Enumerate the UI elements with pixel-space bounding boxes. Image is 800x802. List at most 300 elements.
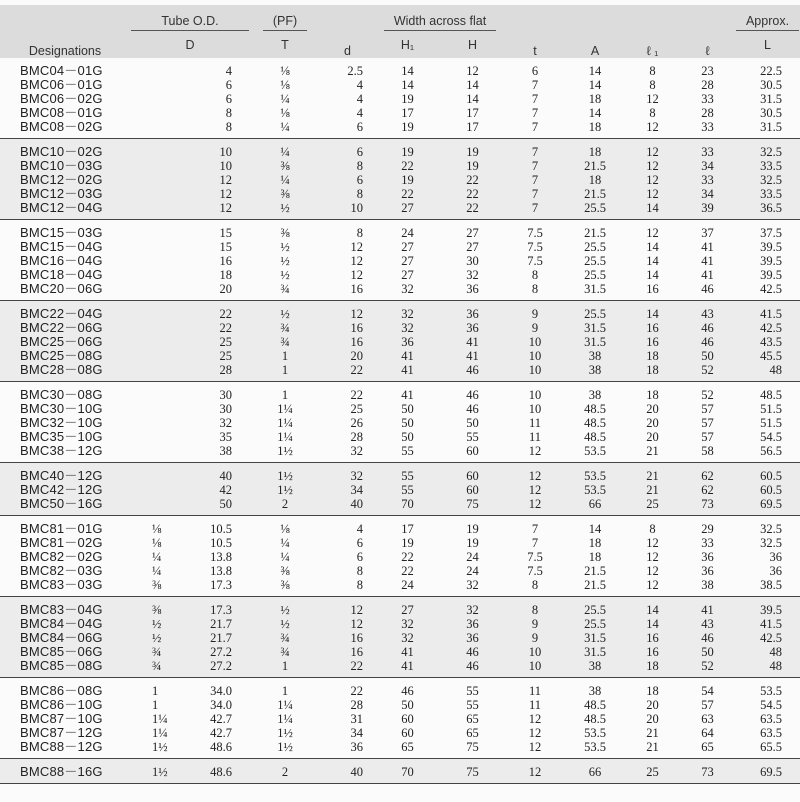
header-l1: ℓ ₁ bbox=[646, 44, 659, 58]
cell-l: 52 bbox=[701, 388, 714, 402]
cell-h: 19 bbox=[466, 145, 479, 159]
table-row bbox=[0, 402, 800, 416]
cell-l1: 16 bbox=[625, 282, 680, 301]
cell-l1: 8 bbox=[649, 522, 656, 536]
cell-approx-l: 39.5 bbox=[760, 240, 783, 254]
table-row bbox=[0, 349, 800, 363]
cell-h1: 41 bbox=[401, 645, 414, 659]
table-row bbox=[0, 698, 800, 712]
cell-d: 6 bbox=[356, 145, 363, 159]
cell-h1: 22 bbox=[401, 564, 414, 578]
cell-d: 8 bbox=[320, 578, 375, 597]
cell-h: 32 bbox=[440, 578, 505, 597]
cell-h: 65 bbox=[466, 726, 479, 740]
header-pf: (PF) bbox=[250, 5, 320, 31]
cell-a: 25.5 bbox=[584, 240, 606, 254]
cell-h: 55 bbox=[466, 698, 479, 712]
cell-a: 31.5 bbox=[565, 282, 625, 301]
cell-l: 73 bbox=[680, 497, 735, 516]
cell-pf: ¼ bbox=[280, 536, 290, 550]
cell-h1: 41 bbox=[401, 388, 414, 402]
tube-od-mm: 42.7 bbox=[210, 712, 232, 726]
table-row bbox=[0, 335, 800, 349]
tube-inch-size: 1¼ bbox=[152, 712, 168, 726]
cell-t: 7.5 bbox=[527, 240, 543, 254]
tube-od-mm: 28 bbox=[219, 363, 232, 377]
cell-pf: ⅛ bbox=[280, 522, 290, 536]
cell-pf: 1 bbox=[281, 388, 289, 402]
cell-h1: 27 bbox=[401, 254, 414, 268]
cell-pf: 1¼ bbox=[277, 402, 293, 416]
cell-designation: BMC12－03G bbox=[20, 186, 103, 201]
row-group bbox=[0, 301, 800, 382]
cell-designation: BMC84－06G bbox=[20, 630, 103, 645]
cell-h: 65 bbox=[466, 712, 479, 726]
cell-t: 10 bbox=[528, 349, 542, 363]
cell-l: 58 bbox=[680, 444, 735, 463]
table-row bbox=[0, 483, 800, 497]
header-sub-H: H bbox=[467, 37, 478, 52]
cell-pf: ⅜ bbox=[250, 578, 320, 597]
cell-pf: ⅜ bbox=[280, 187, 290, 201]
cell-a: 38 bbox=[565, 659, 625, 678]
cell-pf: ½ bbox=[280, 617, 290, 631]
cell-tube-od bbox=[130, 173, 250, 187]
cell-approx-l: 37.5 bbox=[760, 226, 783, 240]
cell-d: 4 bbox=[356, 78, 363, 92]
cell-a: 21.5 bbox=[584, 226, 606, 240]
cell-h: 46 bbox=[440, 363, 505, 382]
cell-l: 29 bbox=[701, 522, 714, 536]
cell-t: 7 bbox=[531, 78, 539, 92]
cell-a: 38 bbox=[588, 684, 602, 698]
cell-d: 16 bbox=[350, 335, 363, 349]
tube-inch-size: 1 bbox=[152, 684, 159, 698]
cell-pf: ½ bbox=[280, 268, 290, 282]
cell-tube-od bbox=[130, 106, 250, 120]
cell-d: 4 bbox=[356, 522, 363, 536]
tube-inch-size: ½ bbox=[152, 617, 162, 631]
cell-pf: ½ bbox=[280, 307, 290, 321]
row-group bbox=[0, 759, 800, 784]
cell-l: 46 bbox=[701, 631, 714, 645]
cell-approx-l: 69.5 bbox=[735, 497, 800, 516]
cell-h1: 41 bbox=[375, 659, 440, 678]
cell-pf: ¼ bbox=[280, 92, 290, 106]
cell-designation: BMC30－08G bbox=[20, 387, 103, 402]
cell-l1: 21 bbox=[646, 483, 659, 497]
cell-a: 25.5 bbox=[565, 201, 625, 220]
cell-a: 48.5 bbox=[584, 402, 606, 416]
tube-od-mm: 21.7 bbox=[210, 631, 232, 645]
cell-l: 57 bbox=[701, 416, 714, 430]
header-approx: Approx. bbox=[735, 5, 800, 31]
cell-h1: 70 bbox=[375, 759, 440, 784]
cell-approx-l: 48 bbox=[769, 645, 783, 659]
cell-h: 27 bbox=[466, 240, 479, 254]
table-row bbox=[0, 645, 800, 659]
tube-od-mm: 10.5 bbox=[210, 536, 232, 550]
cell-d: 12 bbox=[350, 254, 363, 268]
cell-h: 22 bbox=[466, 187, 479, 201]
cell-h: 75 bbox=[440, 740, 505, 759]
cell-tube-od bbox=[130, 678, 250, 699]
cell-d: 31 bbox=[350, 712, 363, 726]
table-row bbox=[0, 78, 800, 92]
cell-h1: 19 bbox=[401, 145, 414, 159]
cell-l: 57 bbox=[701, 402, 714, 416]
cell-t: 7.5 bbox=[527, 564, 543, 578]
cell-l1: 21 bbox=[625, 444, 680, 463]
table-row bbox=[0, 120, 800, 139]
cell-d: 40 bbox=[320, 759, 375, 784]
cell-d: 12 bbox=[350, 307, 363, 321]
cell-h1: 50 bbox=[401, 402, 414, 416]
cell-l1: 12 bbox=[625, 120, 680, 139]
cell-l: 23 bbox=[701, 64, 714, 78]
cell-pf: 1¼ bbox=[277, 712, 293, 726]
cell-pf: ¾ bbox=[250, 282, 320, 301]
cell-a: 25.5 bbox=[584, 268, 606, 282]
cell-l: 33 bbox=[680, 120, 735, 139]
cell-h: 36 bbox=[440, 282, 505, 301]
cell-approx-l: 41.5 bbox=[760, 617, 783, 631]
tube-od-mm: 10 bbox=[219, 159, 232, 173]
cell-designation: BMC08－02G bbox=[0, 120, 130, 139]
cell-tube-od bbox=[130, 631, 250, 645]
cell-d: 6 bbox=[356, 536, 363, 550]
cell-d: 28 bbox=[350, 698, 363, 712]
cell-l1: 18 bbox=[625, 363, 680, 382]
table-row bbox=[0, 254, 800, 268]
cell-h: 36 bbox=[466, 631, 479, 645]
tube-od-mm: 8 bbox=[225, 120, 232, 134]
cell-pf: 1½ bbox=[277, 726, 293, 740]
cell-pf: 1½ bbox=[277, 469, 293, 483]
cell-l1: 20 bbox=[646, 712, 659, 726]
cell-d: 22 bbox=[350, 684, 363, 698]
table-row bbox=[0, 463, 800, 484]
cell-t: 10 bbox=[528, 645, 542, 659]
cell-h: 22 bbox=[440, 201, 505, 220]
row-group bbox=[0, 597, 800, 678]
cell-h: 55 bbox=[466, 684, 479, 698]
cell-pf: ½ bbox=[280, 240, 290, 254]
cell-l: 54 bbox=[701, 684, 714, 698]
cell-designation: BMC42－12G bbox=[20, 482, 103, 497]
header-d: d bbox=[344, 44, 351, 58]
tube-od-mm: 27.2 bbox=[210, 645, 232, 659]
tube-inch-size: ¼ bbox=[152, 550, 162, 564]
fitting-dimension-table bbox=[0, 5, 800, 784]
cell-approx-l: 60.5 bbox=[760, 483, 783, 497]
cell-l1: 12 bbox=[646, 159, 659, 173]
cell-l1: 12 bbox=[625, 578, 680, 597]
cell-l: 41 bbox=[701, 268, 714, 282]
cell-t: 7.5 bbox=[527, 254, 543, 268]
table-row bbox=[0, 282, 800, 301]
table-row bbox=[0, 578, 800, 597]
cell-pf: ⅛ bbox=[280, 106, 290, 120]
cell-t: 7.5 bbox=[527, 226, 543, 240]
cell-h1: 19 bbox=[401, 173, 414, 187]
cell-h1: 32 bbox=[375, 282, 440, 301]
cell-h: 50 bbox=[466, 416, 479, 430]
cell-h1: 32 bbox=[401, 307, 414, 321]
cell-a: 48.5 bbox=[584, 698, 606, 712]
cell-d: 6 bbox=[356, 173, 363, 187]
tube-inch-size: 1¼ bbox=[152, 726, 168, 740]
cell-t: 6 bbox=[531, 64, 539, 78]
cell-t: 11 bbox=[528, 430, 542, 444]
cell-tube-od bbox=[130, 516, 250, 537]
cell-h1: 27 bbox=[401, 268, 414, 282]
cell-d: 6 bbox=[356, 550, 363, 564]
cell-pf: ½ bbox=[280, 254, 290, 268]
cell-pf: ¼ bbox=[280, 145, 290, 159]
cell-a: 53.5 bbox=[565, 444, 625, 463]
table-row bbox=[0, 268, 800, 282]
cell-a: 14 bbox=[588, 106, 602, 120]
cell-pf: 1¼ bbox=[277, 416, 293, 430]
cell-h1: 41 bbox=[401, 349, 414, 363]
cell-l: 62 bbox=[701, 483, 714, 497]
cell-tube-od bbox=[130, 240, 250, 254]
cell-a: 18 bbox=[588, 550, 602, 564]
cell-approx-l: 53.5 bbox=[760, 684, 783, 698]
cell-h1: 14 bbox=[401, 78, 414, 92]
cell-d: 16 bbox=[350, 645, 363, 659]
cell-a: 25.5 bbox=[584, 307, 606, 321]
cell-approx-l: 32.5 bbox=[760, 145, 783, 159]
cell-l: 36 bbox=[701, 564, 714, 578]
cell-h1: 19 bbox=[375, 120, 440, 139]
cell-pf: ¾ bbox=[280, 645, 290, 659]
cell-h1: 55 bbox=[375, 444, 440, 463]
cell-a: 38 bbox=[588, 388, 602, 402]
cell-designation: BMC22－06G bbox=[20, 320, 103, 335]
cell-tube-od bbox=[130, 268, 250, 282]
cell-a: 25.5 bbox=[584, 603, 606, 617]
cell-l1: 18 bbox=[646, 684, 659, 698]
cell-h1: 55 bbox=[401, 483, 414, 497]
cell-pf: 1½ bbox=[250, 740, 320, 759]
cell-l: 64 bbox=[701, 726, 714, 740]
cell-h: 14 bbox=[466, 78, 479, 92]
cell-h1: 32 bbox=[401, 321, 414, 335]
cell-designation: BMC28－08G bbox=[0, 363, 130, 382]
tube-od-mm: 12 bbox=[219, 201, 232, 215]
cell-designation: BMC40－12G bbox=[20, 468, 103, 483]
cell-l1: 18 bbox=[646, 388, 659, 402]
cell-h: 46 bbox=[440, 659, 505, 678]
cell-h: 17 bbox=[466, 106, 479, 120]
cell-t: 11 bbox=[528, 416, 542, 430]
tube-od-mm: 34.0 bbox=[210, 698, 232, 712]
cell-l: 62 bbox=[701, 469, 714, 483]
cell-h: 27 bbox=[466, 226, 479, 240]
cell-approx-l: 63.5 bbox=[760, 726, 783, 740]
cell-t: 12 bbox=[528, 483, 542, 497]
cell-l: 33 bbox=[701, 536, 714, 550]
cell-a: 53.5 bbox=[584, 469, 606, 483]
cell-l1: 21 bbox=[625, 740, 680, 759]
cell-h1: 27 bbox=[375, 201, 440, 220]
cell-l1: 14 bbox=[625, 201, 680, 220]
cell-a: 21.5 bbox=[584, 159, 606, 173]
cell-t: 12 bbox=[505, 497, 565, 516]
cell-t: 7 bbox=[531, 159, 539, 173]
cell-designation: BMC15－04G bbox=[20, 239, 103, 254]
cell-d: 28 bbox=[350, 430, 363, 444]
cell-l: 34 bbox=[701, 187, 714, 201]
cell-approx-l: 31.5 bbox=[760, 92, 783, 106]
cell-h1: 19 bbox=[401, 92, 414, 106]
cell-pf: ⅛ bbox=[280, 78, 290, 92]
cell-d: 22 bbox=[350, 388, 363, 402]
cell-pf: ⅜ bbox=[280, 226, 290, 240]
cell-tube-od bbox=[130, 463, 250, 484]
cell-l1: 12 bbox=[646, 173, 659, 187]
cell-a: 66 bbox=[565, 497, 625, 516]
cell-d: 8 bbox=[356, 564, 363, 578]
cell-h: 19 bbox=[466, 522, 479, 536]
tube-od-mm: 27.2 bbox=[210, 659, 232, 673]
row-group bbox=[0, 220, 800, 301]
cell-a: 53.5 bbox=[565, 740, 625, 759]
cell-l: 73 bbox=[680, 759, 735, 784]
cell-l1: 21 bbox=[646, 469, 659, 483]
cell-h: 36 bbox=[466, 321, 479, 335]
cell-approx-l: 32.5 bbox=[760, 522, 783, 536]
cell-l1: 14 bbox=[646, 254, 659, 268]
header-sub-D: D bbox=[185, 37, 195, 52]
cell-h: 60 bbox=[466, 483, 479, 497]
tube-od-mm: 17.3 bbox=[210, 603, 232, 617]
cell-a: 31.5 bbox=[584, 645, 606, 659]
table-row bbox=[0, 301, 800, 322]
cell-l: 39 bbox=[680, 201, 735, 220]
cell-l: 65 bbox=[680, 740, 735, 759]
table-row bbox=[0, 659, 800, 678]
cell-tube-od bbox=[130, 497, 250, 516]
tube-od-mm: 12 bbox=[219, 187, 232, 201]
cell-a: 21.5 bbox=[584, 564, 606, 578]
cell-h: 46 bbox=[466, 402, 479, 416]
cell-d: 16 bbox=[350, 321, 363, 335]
cell-tube-od bbox=[130, 416, 250, 430]
cell-pf: 1 bbox=[281, 684, 289, 698]
tube-od-mm: 15 bbox=[219, 226, 232, 240]
cell-tube-od bbox=[130, 92, 250, 106]
cell-designation: BMC20－06G bbox=[0, 282, 130, 301]
table-row bbox=[0, 382, 800, 403]
cell-tube-od bbox=[130, 550, 250, 564]
table-row bbox=[0, 321, 800, 335]
cell-h1: 70 bbox=[375, 497, 440, 516]
row-group bbox=[0, 678, 800, 759]
cell-tube-od bbox=[130, 483, 250, 497]
cell-t: 8 bbox=[531, 603, 539, 617]
cell-pf: 1 bbox=[281, 349, 289, 363]
tube-inch-size: ¾ bbox=[152, 645, 162, 659]
cell-l1: 16 bbox=[646, 335, 659, 349]
cell-pf: ½ bbox=[280, 603, 290, 617]
tube-od-mm: 18 bbox=[219, 268, 232, 282]
cell-pf: ¼ bbox=[250, 120, 320, 139]
table-row bbox=[0, 678, 800, 699]
tube-od-mm: 17.3 bbox=[210, 578, 232, 592]
cell-a: 48.5 bbox=[584, 430, 606, 444]
cell-h: 24 bbox=[466, 550, 479, 564]
cell-d: 36 bbox=[320, 740, 375, 759]
cell-a: 53.5 bbox=[584, 483, 606, 497]
table-row bbox=[0, 139, 800, 160]
table-row bbox=[0, 187, 800, 201]
cell-l: 41 bbox=[701, 254, 714, 268]
tube-od-mm: 16 bbox=[219, 254, 232, 268]
cell-designation: BMC12－02G bbox=[20, 172, 103, 187]
cell-l1: 12 bbox=[646, 550, 659, 564]
cell-l: 57 bbox=[701, 698, 714, 712]
cell-l: 36 bbox=[701, 550, 714, 564]
cell-t: 7 bbox=[531, 522, 539, 536]
cell-designation: BMC88－16G bbox=[0, 759, 130, 784]
cell-l1: 20 bbox=[646, 402, 659, 416]
cell-h: 75 bbox=[440, 759, 505, 784]
cell-h: 36 bbox=[466, 307, 479, 321]
cell-a: 18 bbox=[588, 536, 602, 550]
cell-l: 50 bbox=[701, 349, 714, 363]
cell-tube-od bbox=[130, 726, 250, 740]
cell-a: 31.5 bbox=[584, 335, 606, 349]
cell-designation: BMC83－04G bbox=[20, 602, 103, 617]
cell-a: 21.5 bbox=[565, 578, 625, 597]
cell-t: 9 bbox=[531, 617, 539, 631]
cell-pf: ¾ bbox=[280, 335, 290, 349]
cell-h1: 60 bbox=[401, 712, 414, 726]
tube-od-mm: 25 bbox=[219, 335, 232, 349]
cell-h1: 50 bbox=[401, 698, 414, 712]
table-row bbox=[0, 430, 800, 444]
tube-od-mm: 50 bbox=[219, 497, 232, 511]
cell-approx-l: 31.5 bbox=[735, 120, 800, 139]
cell-designation: BMC82－03G bbox=[20, 563, 103, 578]
table-row bbox=[0, 159, 800, 173]
cell-tube-od bbox=[130, 282, 250, 301]
cell-pf: ¾ bbox=[280, 631, 290, 645]
cell-tube-od bbox=[130, 430, 250, 444]
cell-designation: BMC10－03G bbox=[20, 158, 103, 173]
cell-approx-l: 42.5 bbox=[760, 321, 783, 335]
cell-approx-l: 30.5 bbox=[760, 78, 783, 92]
cell-pf: 1¼ bbox=[277, 698, 293, 712]
cell-designation: BMC08－01G bbox=[20, 105, 103, 120]
cell-designation: BMC85－08G bbox=[0, 659, 130, 678]
cell-approx-l: 33.5 bbox=[760, 187, 783, 201]
cell-h: 36 bbox=[466, 617, 479, 631]
cell-l1: 18 bbox=[646, 349, 659, 363]
cell-approx-l: 30.5 bbox=[760, 106, 783, 120]
cell-a: 48.5 bbox=[584, 416, 606, 430]
cell-approx-l: 36.5 bbox=[735, 201, 800, 220]
cell-a: 53.5 bbox=[584, 726, 606, 740]
table-row bbox=[0, 106, 800, 120]
cell-l: 33 bbox=[701, 173, 714, 187]
cell-t: 10 bbox=[528, 402, 542, 416]
tube-od-mm: 48.6 bbox=[210, 765, 232, 779]
cell-tube-od bbox=[130, 402, 250, 416]
